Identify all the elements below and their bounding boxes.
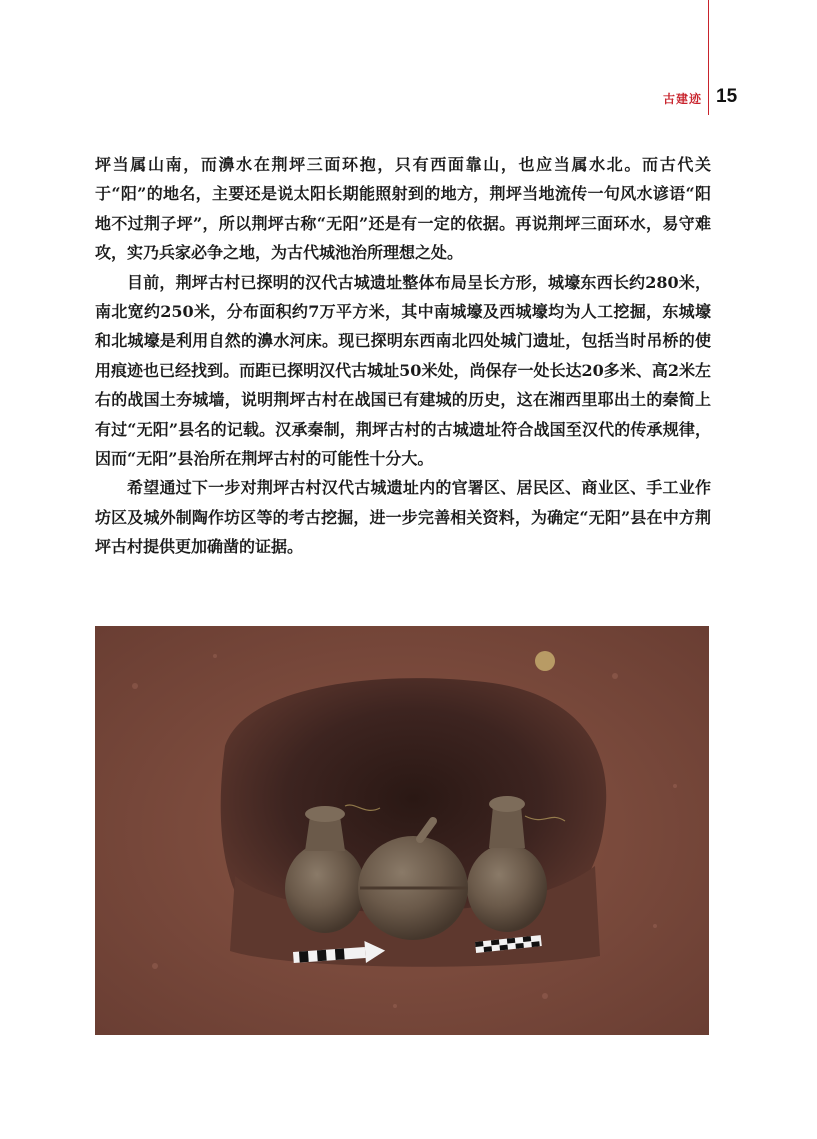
section-label: 古建迹 xyxy=(662,92,702,106)
paragraph-2: 目前，荆坪古村已探明的汉代古城遗址整体布局呈长方形，城壕东西长约280米，南北宽约250米，分布面积约7万平方米，其中南城壕及西城壕均为人工挖掘，东城壕和北城壕是利用自然的濞水河床。现已探明东西南北四处城门遗址，包括当时吊桥的使用痕迹也已经找到。而距已探明汉代古城址50米处，尚保存一处长达20多米、高2米左右的战国土夯城墙，说明荆坪古村在战国已有建城的历史，这在湘西里耶出土的秦简上有过“无阳”县名的记载。汉承秦制，荆坪古村的古城遗址符合战国至汉代的传承规律，因而“无阳”县治所在荆坪古村的可能性十分大。 xyxy=(95,272,711,469)
paragraph-1: 坪当属山南，而濞水在荆坪三面环抱，只有西面靠山，也应当属水北。而古代关于“阳”的地名，主要还是说太阳长期能照射到的地方，荆坪当地流传一句风水谚语“阳地不过荆子坪”，所以荆坪古称“无阳”还是有一定的依据。再说荆坪三面环水，易守难攻，实乃兵家必争之地，为古代城池治所理想之处。 xyxy=(95,155,711,263)
page-number: 15 xyxy=(716,86,738,107)
excavation-photo xyxy=(95,626,709,1035)
paragraph-3: 希望通过下一步对荆坪古村汉代古城遗址内的官署区、居民区、商业区、手工业作坊区及城外制陶作坊区等的考古挖掘，进一步完善相关资料，为确定“无阳”县在中方荆坪古村提供更加确凿的证据。 xyxy=(95,478,711,557)
header-divider-line xyxy=(708,0,709,115)
article-body xyxy=(95,150,711,562)
